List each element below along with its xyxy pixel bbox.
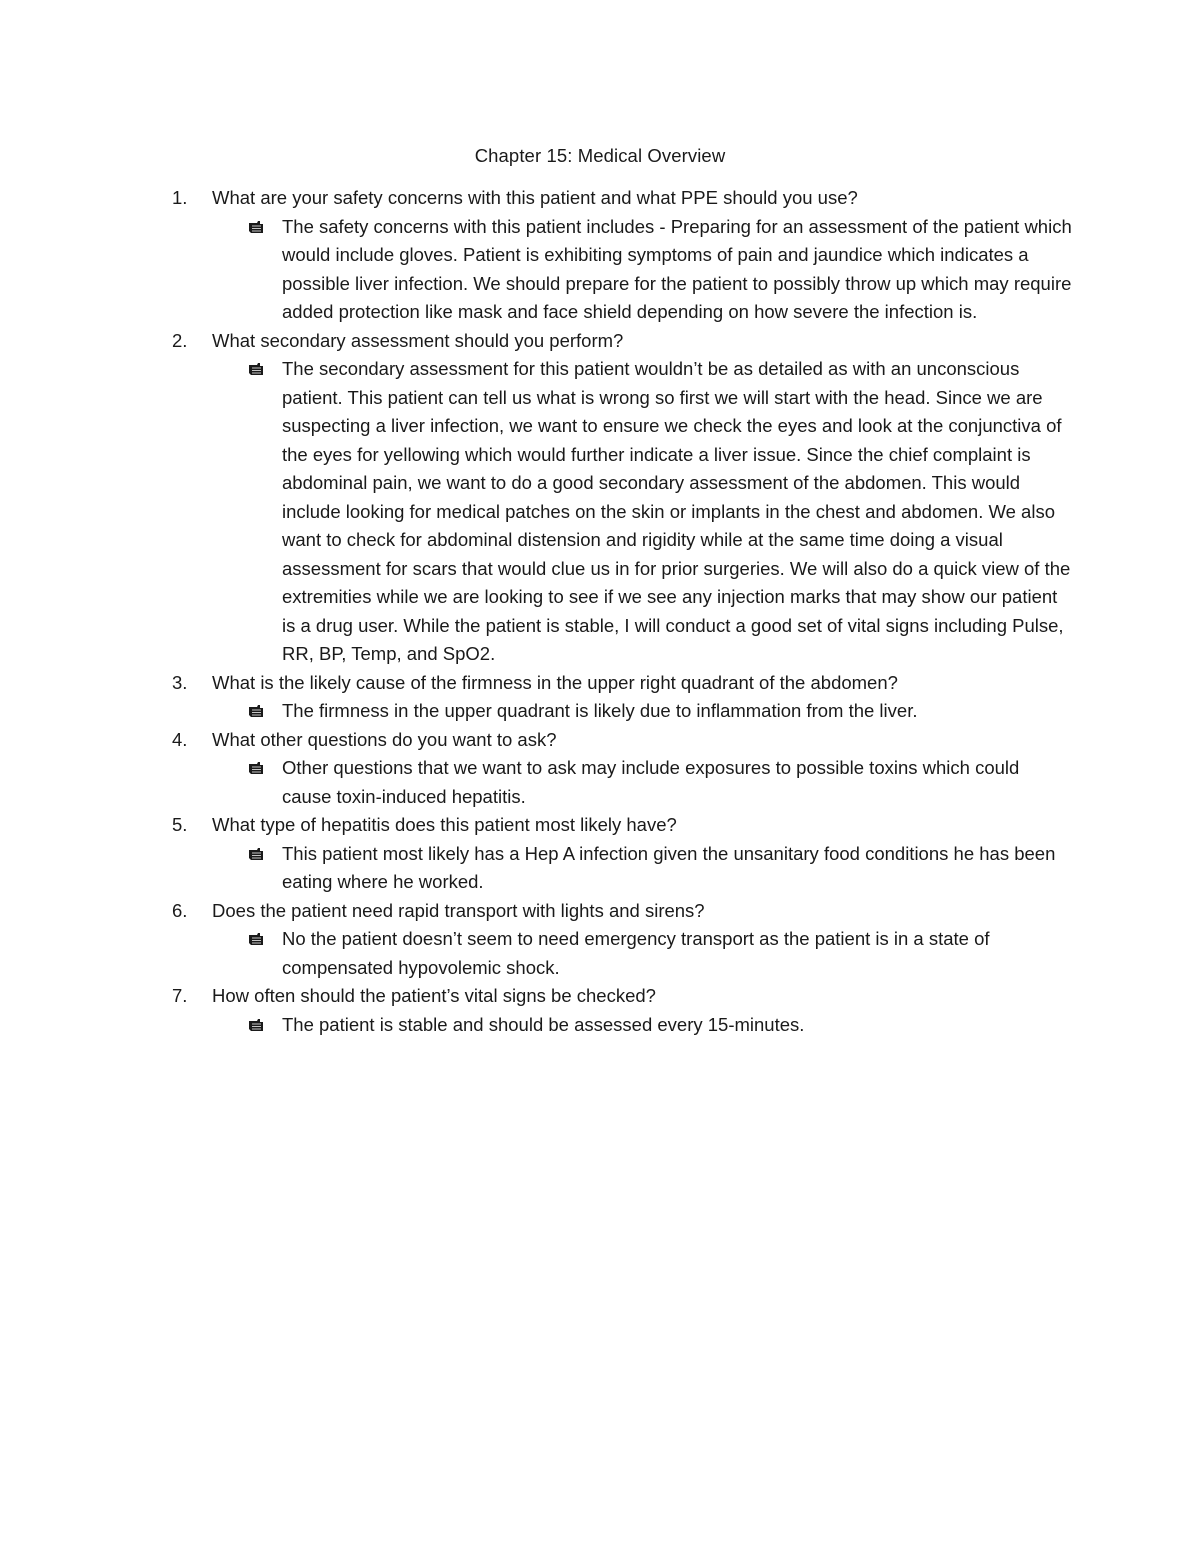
answer-row (0, 355, 1072, 669)
question-row (0, 726, 1200, 755)
answer-text: Other questions that we want to ask may include exposures to possible toxins which could cause toxin-induced hepatitis. (282, 757, 1020, 807)
question-text: How often should the patient’s vital signs be checked? (212, 985, 656, 1006)
question-text: What is the likely cause of the firmness in the upper right quadrant of the abdomen? (212, 671, 898, 693)
question-number: 1. (172, 187, 188, 208)
pointing-hand-icon (248, 362, 264, 376)
list-item (0, 897, 1200, 983)
question-number: 3. (172, 671, 188, 693)
answer-text: This patient most likely has a Hep A infection given the unsanitary food conditions he has been eating where he worked. (282, 842, 1056, 892)
question-text: What type of hepatitis does this patient most likely have? (212, 814, 677, 835)
question-number: 7. (172, 985, 188, 1006)
list-item (0, 669, 1200, 726)
question-number: 5. (172, 814, 188, 835)
list-item (0, 982, 1200, 1039)
answer-row (0, 697, 1072, 726)
answer-text: The firmness in the upper quadrant is likely due to inflammation from the liver. (282, 700, 918, 721)
question-row (0, 982, 1200, 1011)
page-title: Chapter 15: Medical Overview (474, 145, 726, 166)
list-item (0, 184, 1200, 327)
question-row (0, 669, 1200, 698)
answer-row (0, 840, 1072, 897)
answer-row (0, 213, 1072, 327)
question-number: 4. (172, 728, 188, 750)
question-text: What are your safety concerns with this patient and what PPE should you use? (212, 187, 858, 208)
pointing-hand-icon (248, 932, 264, 946)
list-item (0, 811, 1200, 897)
question-text: What other questions do you want to ask? (212, 728, 557, 750)
answer-text: No the patient doesn’t seem to need emergency transport as the patient is in a state of compensated hypovolemic shock. (282, 928, 990, 978)
answer-row (0, 754, 1072, 811)
list-item (0, 726, 1200, 812)
list-item (0, 327, 1200, 669)
pointing-hand-icon (248, 1018, 264, 1032)
answer-row (0, 925, 1072, 982)
question-row (0, 811, 1200, 840)
pointing-hand-icon (248, 761, 264, 775)
question-row (0, 184, 1200, 213)
answer-row (0, 1011, 1072, 1040)
question-text: Does the patient need rapid transport with lights and sirens? (212, 899, 705, 921)
pointing-hand-icon (248, 220, 264, 234)
pointing-hand-icon (248, 847, 264, 861)
pointing-hand-icon (248, 704, 264, 718)
question-number: 6. (172, 899, 188, 921)
question-number: 2. (172, 329, 188, 351)
question-row (0, 897, 1200, 926)
question-list (0, 184, 1200, 1039)
answer-text: The secondary assessment for this patient wouldn’t be as detailed as with an unconscious patient. This patient can tell us what is wrong so first we will start with the head. Since we are suspecting a liver infection, we want to ensure we check the eyes and look at the conjunctiva of the eyes for yellowing which would further indicate a liver issue. Since the chief complaint is abdominal pain, we want to do a good secondary assessment of the abdomen. This would include looking for medical patches on the skin or implants in the chest and abdomen. We also want to check for abdominal distension and rigidity while at the same time doing a visual assessment for scars that would clue us in for prior surgeries. We will also do a quick view of the extremities while we are looking to see if we see any injection marks that may show our patient is a drug user. While the patient is stable, I will conduct a good set of vital signs including Pulse, RR, BP, Temp, and SpO2. (282, 358, 1071, 664)
answer-text: The safety concerns with this patient includes - Preparing for an assessment of the patient which would include gloves. Patient is exhibiting symptoms of pain and jaundice which indicates a possible liver infection. We should prepare for the patient to possibly throw up which may require added protection like mask and face shield depending on how severe the infection is. (282, 215, 1072, 322)
question-text: What secondary assessment should you perform? (212, 329, 624, 351)
question-row (0, 327, 1200, 356)
answer-text: The patient is stable and should be assessed every 15-minutes. (282, 1013, 805, 1035)
